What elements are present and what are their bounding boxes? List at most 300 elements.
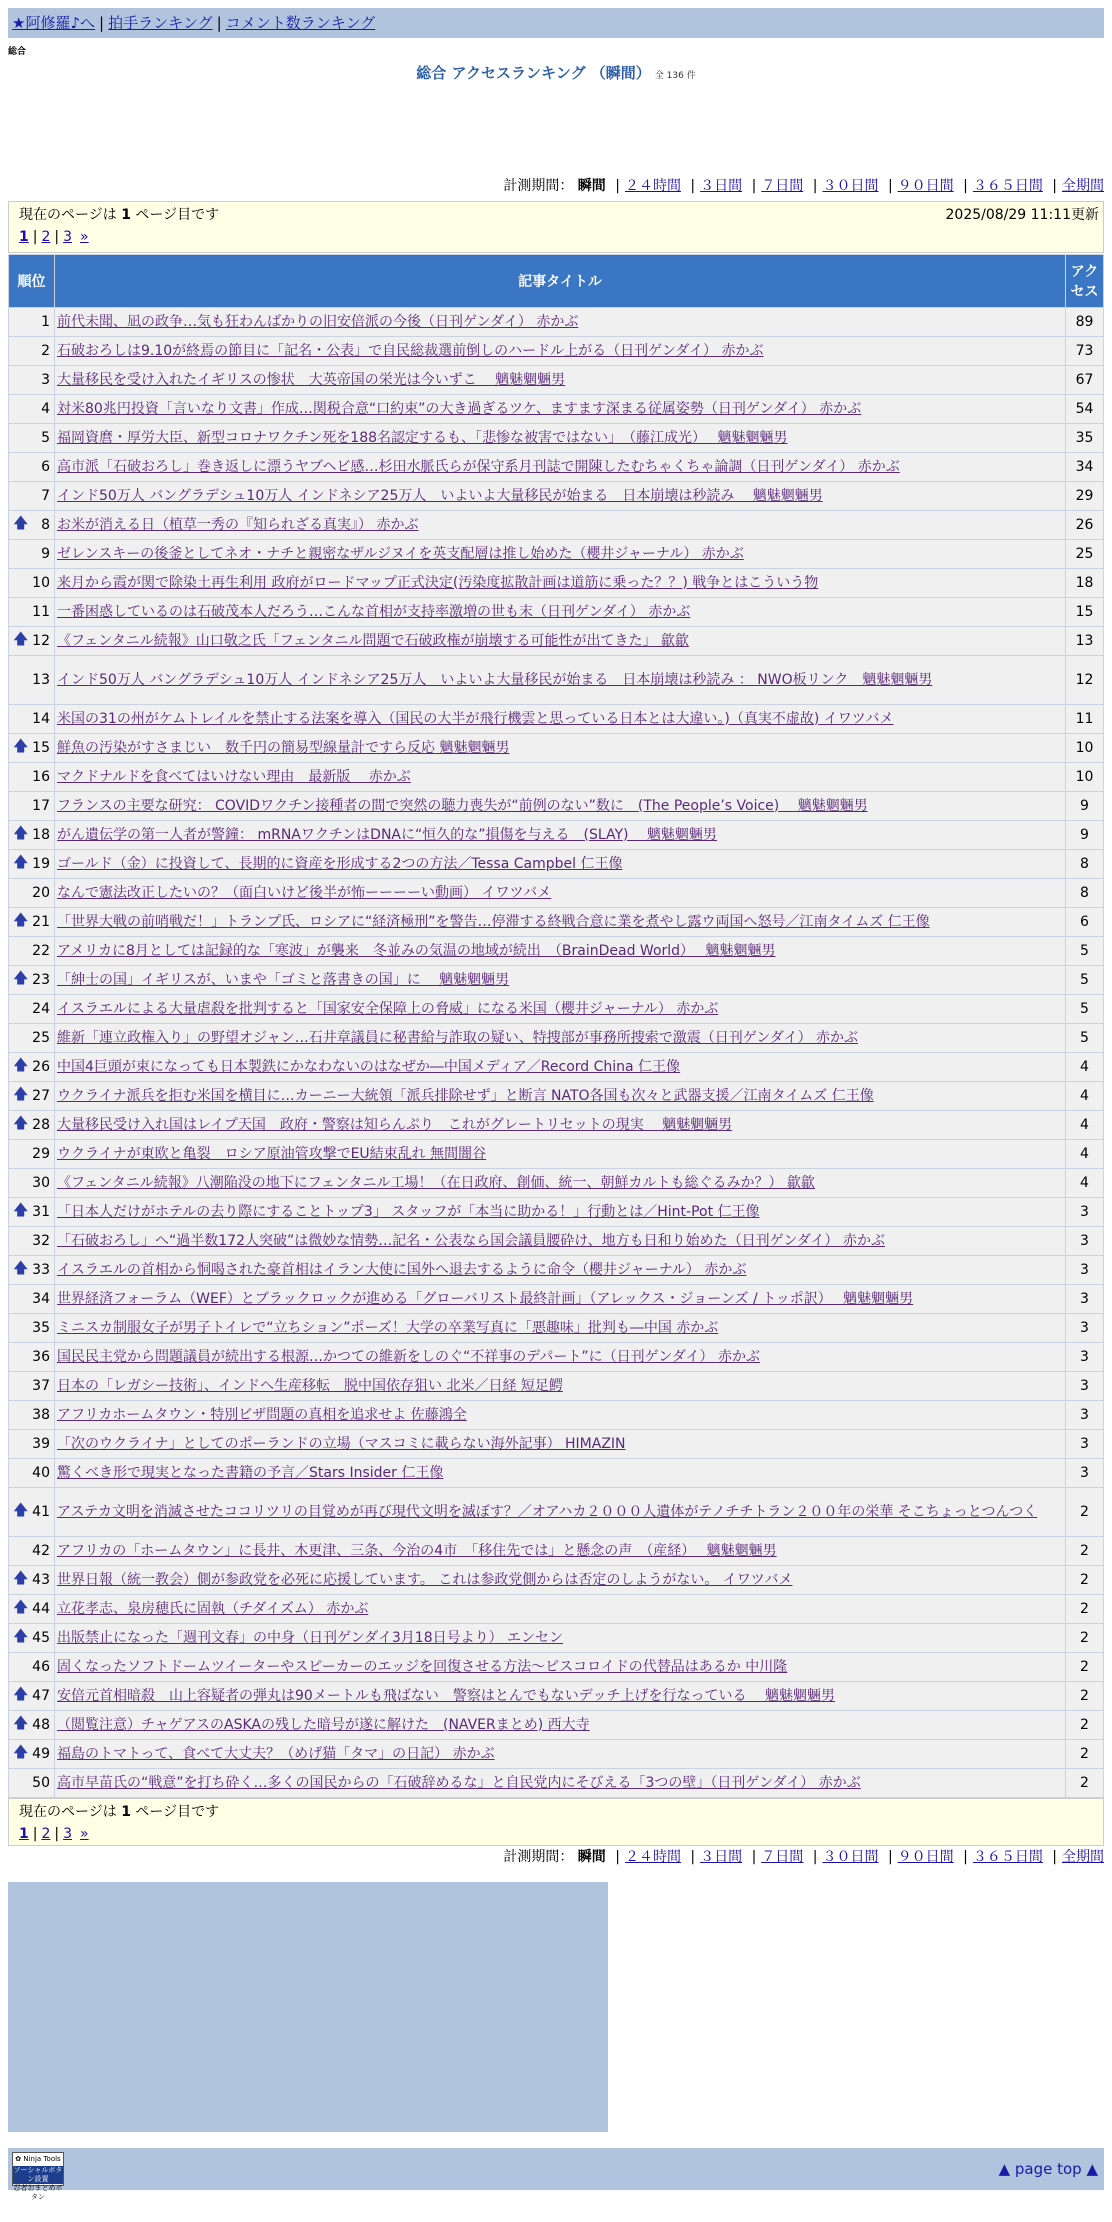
title-cell	[55, 1537, 1066, 1566]
rank-cell	[9, 908, 55, 937]
access-count: 4	[1066, 1169, 1104, 1198]
article-link[interactable]: 世界経済フォーラム（WEF）とブラックロックが進める「グローバリスト最終計画」（アレックス・ジョーンズ / トッポ訳） 魑魅魍魎男	[57, 1290, 914, 1307]
page-1-link[interactable]: 1	[19, 1826, 29, 1842]
access-count: 73	[1066, 337, 1104, 366]
access-count: 8	[1066, 879, 1104, 908]
rank-up-arrow-icon: 🡅	[13, 823, 29, 842]
rank-number: 33	[32, 1262, 50, 1278]
table-row	[9, 1430, 1104, 1459]
rank-number: 6	[41, 459, 50, 475]
access-count: 8	[1066, 850, 1104, 879]
rank-cell	[9, 1053, 55, 1082]
rank-cell	[9, 1024, 55, 1053]
rank-cell	[9, 540, 55, 569]
rank-number: 36	[32, 1349, 50, 1365]
rank-cell	[9, 1566, 55, 1595]
article-link[interactable]: 前代未聞、凪の政争…気も狂わんばかりの旧安倍派の今後（日刊ゲンダイ） 赤かぶ	[57, 313, 579, 330]
title-cell	[55, 453, 1066, 482]
access-count: 26	[1066, 511, 1104, 540]
title-cell	[55, 656, 1066, 705]
access-count: 10	[1066, 763, 1104, 792]
article-link[interactable]: 来月から霞が関で除染土再生利用 政府がロードマップ正式決定(汚染度拡散計画は道筋に乗った？？) 戦争とはこういう物	[57, 574, 819, 591]
access-count: 2	[1066, 1682, 1104, 1711]
rank-up-arrow-icon: 🡅	[13, 736, 29, 755]
rank-cell	[9, 395, 55, 424]
title-cell	[55, 424, 1066, 453]
rank-cell	[9, 1198, 55, 1227]
article-link[interactable]: お米が消える日（植草一秀の『知られざる真実』） 赤かぶ	[57, 516, 419, 533]
access-count: 34	[1066, 453, 1104, 482]
rank-cell	[9, 1256, 55, 1285]
rank-up-arrow-icon: 🡅	[13, 1568, 29, 1587]
article-link[interactable]: 出版禁止になった「週刊文春」の中身（日刊ゲンダイ3月18日号より） エンセン	[57, 1629, 564, 1646]
period-365d[interactable]: ３６５日間	[972, 178, 1043, 194]
access-count: 29	[1066, 482, 1104, 511]
rank-number: 31	[32, 1204, 50, 1220]
article-link[interactable]: 固くなったソフトドームツイーターやスピーカーのエッジを回復させる方法〜ピスコロイドの代替品はあるか 中川隆	[57, 1658, 788, 1675]
article-link[interactable]: 維新「連立政権入り」の野望オジャン…石井章議員に秘書給与詐取の疑い、特捜部が事務所捜索で激震（日刊ゲンダイ） 赤かぶ	[57, 1029, 859, 1046]
rank-number: 12	[32, 633, 50, 649]
page-3-link[interactable]: 3	[63, 229, 73, 245]
rank-up-arrow-icon: 🡅	[13, 1713, 29, 1732]
article-link[interactable]: フランスの主要な研究： COVIDワクチン接種者の間で突然の聴力喪失が“前例のない”数に (The People’s Voice) 魑魅魍魎男	[57, 797, 868, 814]
article-link[interactable]: 一番困惑しているのは石破茂本人だろう…こんな首相が支持率激増の世も末（日刊ゲンダイ） 赤かぶ	[57, 603, 691, 620]
rank-cell	[9, 1314, 55, 1343]
table-row	[9, 763, 1104, 792]
title-cell	[55, 1111, 1066, 1140]
article-link[interactable]: 立花孝志、泉房穂氏に固執（チダイズム） 赤かぶ	[57, 1600, 369, 1617]
rank-cell	[9, 705, 55, 734]
rank-number: 41	[32, 1504, 50, 1520]
table-row	[9, 656, 1104, 705]
table-row	[9, 1740, 1104, 1769]
access-count: 54	[1066, 395, 1104, 424]
category-label: 総合	[8, 47, 27, 57]
period-30d[interactable]: ３０日間	[822, 178, 879, 194]
rank-number: 34	[32, 1291, 50, 1307]
table-row	[9, 1111, 1104, 1140]
rank-up-arrow-icon: 🡅	[13, 1258, 29, 1277]
rank-up-arrow-icon: 🡅	[13, 968, 29, 987]
title-cell	[55, 1566, 1066, 1595]
rank-cell	[9, 1769, 55, 1798]
clap-ranking-link[interactable]: 拍手ランキング	[108, 14, 213, 32]
article-link[interactable]: 高市早苗氏の“戦意”を打ち砕く…多くの国民からの「石破辞めるな」と自民党内にそびえる「3つの壁」（日刊ゲンダイ） 赤かぶ	[57, 1774, 861, 1791]
access-count: 3	[1066, 1459, 1104, 1488]
rank-up-arrow-icon: 🡅	[13, 1500, 29, 1519]
rank-cell	[9, 1653, 55, 1682]
title-cell	[55, 366, 1066, 395]
table-row	[9, 1595, 1104, 1624]
table-row	[9, 1711, 1104, 1740]
total-count: 全 136 件	[654, 71, 696, 81]
article-link[interactable]: アメリカに8月としては記録的な「寒波」が襲来 冬並みの気温の地域が続出 （BrainDead World） 魑魅魍魎男	[57, 942, 776, 959]
title-cell	[55, 1169, 1066, 1198]
article-link[interactable]: 米国の31の州がケムトレイルを禁止する法案を導入（国民の大半が飛行機雲と思っている日本とは大違い。)（真実不虚故) イワツバメ	[57, 710, 894, 727]
rank-up-arrow-icon: 🡅	[13, 1200, 29, 1219]
title-cell	[55, 705, 1066, 734]
rank-number: 48	[32, 1717, 50, 1733]
access-count: 3	[1066, 1314, 1104, 1343]
table-row	[9, 908, 1104, 937]
page-footer	[8, 2148, 1104, 2201]
rank-up-arrow-icon: 🡅	[13, 910, 29, 929]
article-link[interactable]: マクドナルドを食べてはいけない理由 最新版 赤かぶ	[57, 768, 411, 785]
access-count: 2	[1066, 1537, 1104, 1566]
access-count: 5	[1066, 966, 1104, 995]
rank-number: 4	[41, 401, 50, 417]
rank-number: 38	[32, 1407, 50, 1423]
rank-number: 16	[32, 769, 50, 785]
access-count: 5	[1066, 937, 1104, 966]
title-cell	[55, 1227, 1066, 1256]
omatome-label: 忍者おまとめボタン	[13, 2184, 63, 2201]
ad-banner[interactable]	[8, 1882, 608, 2132]
access-count: 35	[1066, 424, 1104, 453]
rank-number: 35	[32, 1320, 50, 1336]
table-row	[9, 424, 1104, 453]
period-current: 瞬間	[577, 178, 606, 194]
rank-number: 46	[32, 1659, 50, 1675]
access-count: 4	[1066, 1111, 1104, 1140]
article-link[interactable]: ウクライナ派兵を拒む米国を横目に…カーニー大統領「派兵排除せず」と断言 NATO各国も次々と武器支援／江南タイムズ 仁王像	[57, 1087, 874, 1104]
table-row	[9, 1256, 1104, 1285]
article-link[interactable]: アステカ文明を消滅させたココリツリの目覚めが再び現代文明を滅ぼす？／オアハカ２０００人遺体がテノチチトラン２００年の栄華 そこちょっとつんつく	[57, 1503, 1038, 1520]
access-count: 3	[1066, 1430, 1104, 1459]
pagination-bottom	[8, 1798, 1104, 1846]
title-cell	[55, 627, 1066, 656]
rank-cell	[9, 366, 55, 395]
article-link[interactable]: イスラエルによる大量虐殺を批判すると「国家安全保障上の脅威」になる米国（櫻井ジャーナル） 赤かぶ	[57, 1000, 719, 1017]
rank-number: 44	[32, 1601, 50, 1617]
article-link[interactable]: 「次のウクライナ」としてのポーランドの立場（マスコミに載らない海外記事） HIMAZIN	[57, 1435, 626, 1452]
access-count: 67	[1066, 366, 1104, 395]
rank-up-arrow-icon: 🡅	[13, 1055, 29, 1074]
period-90d[interactable]: ９０日間	[897, 1849, 954, 1865]
rank-number: 15	[32, 740, 50, 756]
access-count: 5	[1066, 995, 1104, 1024]
social-button-label: ソーシャルボタン設置	[13, 2166, 63, 2183]
rank-number: 29	[32, 1146, 50, 1162]
title-cell	[55, 1430, 1066, 1459]
rank-number: 28	[32, 1117, 50, 1133]
title-cell	[55, 1198, 1066, 1227]
title-cell	[55, 1256, 1066, 1285]
period-30d[interactable]: ３０日間	[822, 1849, 879, 1865]
col-rank-header: 順位	[9, 255, 55, 308]
rank-number: 1	[41, 314, 50, 330]
rank-cell	[9, 1111, 55, 1140]
article-link[interactable]: 「世界大戦の前哨戦だ！」トランプ氏、ロシアに“経済極刑”を警告…停滞する終戦合意に業を煮やし露ウ両国へ怒号／江南タイムズ 仁王像	[57, 913, 930, 930]
table-row	[9, 1488, 1104, 1537]
table-row	[9, 1401, 1104, 1430]
article-link[interactable]: 「紳士の国」イギリスが、いまや「ゴミと落書きの国」に 魑魅魍魎男	[57, 971, 510, 988]
title-cell	[55, 1024, 1066, 1053]
page-top-link[interactable]: ▲ page top ▲	[998, 2160, 1098, 2178]
period-3d[interactable]: ３日間	[700, 178, 743, 194]
current-page-info: 現在のページは 1 ページ目です	[19, 1804, 220, 1820]
rank-number: 42	[32, 1543, 50, 1559]
rank-cell	[9, 850, 55, 879]
table-row	[9, 937, 1104, 966]
table-row	[9, 308, 1104, 337]
article-link[interactable]: ゴールド（金）に投資して、長期的に資産を形成する2つの方法／Tessa Campbel 仁王像	[57, 855, 623, 872]
article-link[interactable]: 世界日報（統一教会）側が参政党を必死に応援しています。 これは参政党側からは否定のしようがない。 イワツバメ	[57, 1571, 793, 1588]
title-cell	[55, 1082, 1066, 1111]
title-cell	[55, 763, 1066, 792]
article-link[interactable]: イスラエルの首相から恫喝された豪首相はイラン大使に国外へ退去するように命令（櫻井ジャーナル） 赤かぶ	[57, 1261, 747, 1278]
table-row	[9, 1140, 1104, 1169]
article-link[interactable]: 大量移民を受け入れたイギリスの惨状 大英帝国の栄光は今いずこ 魑魅魍魎男	[57, 371, 566, 388]
article-link[interactable]: ゼレンスキーの後釜としてネオ・ナチと親密なザルジヌイを英支配層は推し始めた（櫻井ジャーナル） 赤かぶ	[57, 545, 744, 562]
rank-number: 30	[32, 1175, 50, 1191]
rank-number: 17	[32, 798, 50, 814]
table-row	[9, 1169, 1104, 1198]
article-link[interactable]: 福岡資麿・厚労大臣、新型コロナワクチン死を188名認定するも、「悲惨な被害ではない」 （藤江成光） 魑魅魍魎男	[57, 429, 788, 446]
ninja-tools-label: ✿ Ninja Tools	[15, 2155, 61, 2163]
period-3d[interactable]: ３日間	[700, 1849, 743, 1865]
title-cell	[55, 995, 1066, 1024]
period-90d[interactable]: ９０日間	[897, 178, 954, 194]
article-link[interactable]: （閲覧注意）チャゲアスのASKAの残した暗号が遂に解けた (NAVERまとめ) 西大寺	[57, 1716, 590, 1733]
table-row	[9, 598, 1104, 627]
social-button-widget[interactable]	[12, 2152, 64, 2201]
rank-number: 13	[32, 672, 50, 688]
table-row	[9, 1285, 1104, 1314]
article-link[interactable]: がん遺伝学の第一人者が警鐘： mRNAワクチンはDNAに“恒久的な”損傷を与える (SLAY) 魑魅魍魎男	[57, 826, 717, 843]
rank-number: 10	[32, 575, 50, 591]
rank-cell	[9, 627, 55, 656]
rank-cell	[9, 598, 55, 627]
rank-number: 5	[41, 430, 50, 446]
rank-cell	[9, 511, 55, 540]
period-24h[interactable]: ２４時間	[624, 1849, 681, 1865]
rank-number: 39	[32, 1436, 50, 1452]
table-row	[9, 1024, 1104, 1053]
article-link[interactable]: 大量移民受け入れ国はレイプ天国 政府・警察は知らんぷり これがグレートリセットの現実 魑魅魍魎男	[57, 1116, 733, 1133]
access-count: 15	[1066, 598, 1104, 627]
rank-number: 25	[32, 1030, 50, 1046]
article-link[interactable]: 石破おろしは9.10が終焉の節目に「記名・公表」で自民総裁選前倒しのハードル上がる（日刊ゲンダイ） 赤かぶ	[57, 342, 764, 359]
access-count: 2	[1066, 1595, 1104, 1624]
rank-cell	[9, 1169, 55, 1198]
table-row	[9, 1682, 1104, 1711]
article-link[interactable]: 「石破おろし」へ“過半数172人突破”は微妙な情勢…記名・公表なら国会議員腰砕け、地方も日和り始めた（日刊ゲンダイ） 赤かぶ	[57, 1232, 885, 1249]
table-row	[9, 366, 1104, 395]
rank-up-arrow-icon: 🡅	[13, 1113, 29, 1132]
article-link[interactable]: 対米80兆円投資「言いなり文書」作成…関税合意“口約束”の大き過ぎるツケ、ますます深まる従属姿勢（日刊ゲンダイ） 赤かぶ	[57, 400, 862, 417]
article-link[interactable]: アフリカの「ホームタウン」に長井、木更津、三条、今治の4市 「移住先では」と懸念の声 （産経） 魑魅魍魎男	[57, 1542, 777, 1559]
table-row	[9, 569, 1104, 598]
access-count: 5	[1066, 1024, 1104, 1053]
table-row	[9, 453, 1104, 482]
access-count: 3	[1066, 1401, 1104, 1430]
rank-number: 43	[32, 1572, 50, 1588]
rank-number: 11	[32, 604, 50, 620]
rank-up-arrow-icon: 🡅	[13, 852, 29, 871]
table-row	[9, 1198, 1104, 1227]
table-row	[9, 482, 1104, 511]
period-all[interactable]: 全期間	[1062, 178, 1104, 194]
rank-cell	[9, 1537, 55, 1566]
home-link[interactable]: ★阿修羅♪へ	[12, 14, 96, 32]
article-link[interactable]: 驚くべき形で現実となった書籍の予言／Stars Insider 仁王像	[57, 1464, 444, 1481]
page-2-link[interactable]: 2	[41, 1826, 51, 1842]
article-link[interactable]: 安倍元首相暗殺 山上容疑者の弾丸は90メートルも飛ばない 警察はとんでもないデッチ上げを行なっている 魑魅魍魎男	[57, 1687, 835, 1704]
access-count: 3	[1066, 1285, 1104, 1314]
title-cell	[55, 1653, 1066, 1682]
table-row	[9, 395, 1104, 424]
title-cell	[55, 937, 1066, 966]
rank-cell	[9, 308, 55, 337]
rank-up-arrow-icon: 🡅	[13, 1597, 29, 1616]
rank-cell	[9, 1430, 55, 1459]
title-cell	[55, 598, 1066, 627]
next-page-link[interactable]: »	[80, 1826, 89, 1842]
rank-number: 22	[32, 943, 50, 959]
article-link[interactable]: ミニスカ制服女子が男子トイレで“立ちション”ポーズ！大学の卒業写真に「悪趣味」批判も―中国 赤かぶ	[57, 1319, 719, 1336]
rank-number: 3	[41, 372, 50, 388]
comment-ranking-link[interactable]: コメント数ランキング	[225, 14, 376, 32]
top-navigation: ★阿修羅♪へ | 拍手ランキング | コメント数ランキング	[8, 8, 1104, 38]
period-all[interactable]: 全期間	[1062, 1849, 1104, 1865]
table-row	[9, 1053, 1104, 1082]
rank-cell	[9, 937, 55, 966]
period-24h[interactable]: ２４時間	[624, 178, 681, 194]
page-title	[0, 62, 1112, 83]
rank-cell	[9, 656, 55, 705]
rank-cell	[9, 966, 55, 995]
page-1-link[interactable]: 1	[19, 229, 29, 245]
title-cell	[55, 511, 1066, 540]
access-count: 3	[1066, 1198, 1104, 1227]
period-7d[interactable]: ７日間	[761, 178, 804, 194]
article-link[interactable]: なんで憲法改正したいの？（面白いけど後半が怖ーーーーい動画） イワツバメ	[57, 884, 552, 901]
rank-cell	[9, 1401, 55, 1430]
article-link[interactable]: インド50万人 バングラデシュ10万人 インドネシア25万人 いよいよ大量移民が始まる 日本崩壊は秒読み ： NWO板リンク 魑魅魍魎男	[57, 671, 933, 688]
rank-number: 37	[32, 1378, 50, 1394]
article-link[interactable]: 中国4巨頭が束になっても日本製鉄にかなわないのはなぜか―中国メディア／Record China 仁王像	[57, 1058, 681, 1075]
access-count: 25	[1066, 540, 1104, 569]
table-row	[9, 1227, 1104, 1256]
title-cell	[55, 1595, 1066, 1624]
article-link[interactable]: 高市派「石破おろし」巻き返しに漂うヤブヘビ感…杉田水脈氏らが保守系月刊誌で開陳したむちゃくちゃ論調（日刊ゲンダイ） 赤かぶ	[57, 458, 900, 475]
rank-up-arrow-icon: 🡅	[13, 1084, 29, 1103]
rank-number: 24	[32, 1001, 50, 1017]
title-cell	[55, 792, 1066, 821]
article-link[interactable]: アフリカホームタウン・特別ビザ問題の真相を追求せよ 佐藤鴻全	[57, 1406, 467, 1423]
page-3-link[interactable]: 3	[63, 1826, 73, 1842]
table-row	[9, 1314, 1104, 1343]
rank-up-arrow-icon: 🡅	[13, 1742, 29, 1761]
title-cell	[55, 1053, 1066, 1082]
title-cell	[55, 308, 1066, 337]
access-count: 11	[1066, 705, 1104, 734]
article-link[interactable]: 福島のトマトって、食べて大丈夫？（めげ猫「タマ」の日記） 赤かぶ	[57, 1745, 495, 1762]
access-count: 3	[1066, 1256, 1104, 1285]
rank-cell	[9, 337, 55, 366]
title-cell	[55, 337, 1066, 366]
table-row	[9, 1566, 1104, 1595]
table-row	[9, 540, 1104, 569]
title-cell	[55, 1682, 1066, 1711]
article-link[interactable]: 国民民主党から問題議員が続出する根源…かつての維新をしのぐ“不祥事のデパート”に（日刊ゲンダイ） 赤かぶ	[57, 1348, 760, 1365]
ranking-title: 総合 アクセスランキング （瞬間）	[416, 64, 651, 82]
article-link[interactable]: 《フェンタニル続報》八潮陥没の地下にフェンタニル工場！（在日政府、創価、統一、朝鮮カルトも総ぐるみか？） 歙歙	[57, 1174, 815, 1191]
article-link[interactable]: 日本の「レガシー技術」、インドへ生産移転 脱中国依存狙い 北米／日経 短足鰐	[57, 1377, 563, 1394]
rank-cell	[9, 482, 55, 511]
table-row	[9, 337, 1104, 366]
rank-cell	[9, 1082, 55, 1111]
title-cell	[55, 908, 1066, 937]
rank-up-arrow-icon: 🡅	[13, 1626, 29, 1645]
period-selector-bottom: 計測期間： 瞬間 | ２４時間 | ３日間 | ７日間 | ３０日間 | ９０日間 | ３６５日間 | 全期間	[503, 1849, 1104, 1865]
access-count: 3	[1066, 1372, 1104, 1401]
page-links: 1 | 2 | 3 »	[19, 1826, 89, 1842]
rank-number: 27	[32, 1088, 50, 1104]
rank-up-arrow-icon: 🡅	[13, 629, 29, 648]
title-cell	[55, 1488, 1066, 1537]
article-link[interactable]: ウクライナが東欧と亀裂 ロシア原油管攻撃でEU結束乱れ 無間闇谷	[57, 1145, 487, 1162]
table-row	[9, 1624, 1104, 1653]
rank-cell	[9, 792, 55, 821]
rank-number: 18	[32, 827, 50, 843]
title-cell	[55, 734, 1066, 763]
rank-number: 14	[32, 711, 50, 727]
title-cell	[55, 966, 1066, 995]
rank-cell	[9, 1488, 55, 1537]
article-link[interactable]: 《フェンタニル続報》山口敬之氏「フェンタニル問題で石破政権が崩壊する可能性が出てきた」 歙歙	[57, 632, 689, 649]
rank-number: 21	[32, 914, 50, 930]
rank-cell	[9, 1711, 55, 1740]
rank-cell	[9, 453, 55, 482]
article-link[interactable]: 鮮魚の汚染がすさまじい 数千円の簡易型線量計ですら反応 魑魅魍魎男	[57, 739, 510, 756]
title-cell	[55, 1372, 1066, 1401]
title-cell	[55, 879, 1066, 908]
table-row	[9, 511, 1104, 540]
period-current: 瞬間	[577, 1849, 606, 1865]
article-link[interactable]: 「日本人だけがホテルの去り際にすることトップ3」 スタッフが「本当に助かる！」行動とは／Hint-Pot 仁王像	[57, 1203, 760, 1220]
rank-cell	[9, 763, 55, 792]
article-link[interactable]: インド50万人 バングラデシュ10万人 インドネシア25万人 いよいよ大量移民が始まる 日本崩壊は秒読み 魑魅魍魎男	[57, 487, 823, 504]
period-365d[interactable]: ３６５日間	[972, 1849, 1043, 1865]
table-row	[9, 792, 1104, 821]
rank-number: 9	[41, 546, 50, 562]
table-row	[9, 821, 1104, 850]
ranking-table	[8, 254, 1104, 1798]
access-count: 2	[1066, 1653, 1104, 1682]
rank-cell	[9, 1459, 55, 1488]
period-7d[interactable]: ７日間	[761, 1849, 804, 1865]
rank-number: 47	[32, 1688, 50, 1704]
rank-cell	[9, 1140, 55, 1169]
table-row	[9, 966, 1104, 995]
title-cell	[55, 1140, 1066, 1169]
page-2-link[interactable]: 2	[41, 229, 51, 245]
title-cell	[55, 1769, 1066, 1798]
rank-cell	[9, 1740, 55, 1769]
title-cell	[55, 1624, 1066, 1653]
rank-cell	[9, 821, 55, 850]
table-row	[9, 1343, 1104, 1372]
access-count: 10	[1066, 734, 1104, 763]
rank-cell	[9, 1595, 55, 1624]
title-cell	[55, 1459, 1066, 1488]
title-cell	[55, 850, 1066, 879]
period-selector-top: 計測期間： 瞬間 | ２４時間 | ３日間 | ７日間 | ３０日間 | ９０日間 | ３６５日間 | 全期間	[503, 178, 1104, 194]
next-page-link[interactable]: »	[80, 229, 89, 245]
access-count: 2	[1066, 1488, 1104, 1537]
